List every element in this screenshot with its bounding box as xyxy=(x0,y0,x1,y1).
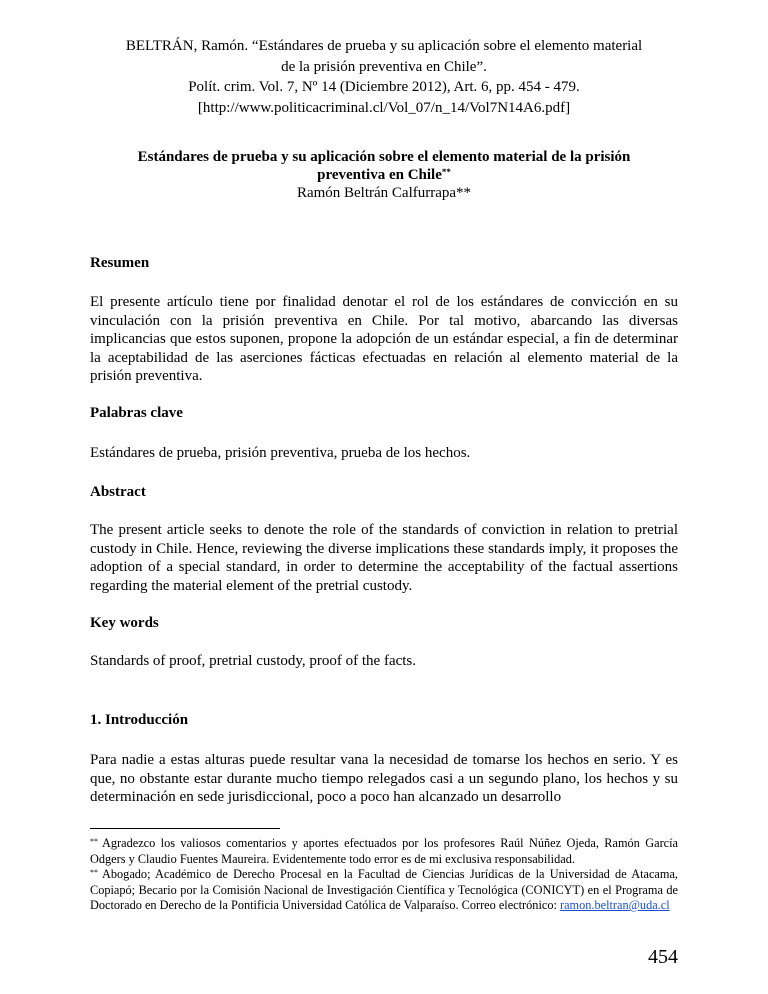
footnote-1 xyxy=(90,836,678,867)
palabras-clave-heading: Palabras clave xyxy=(90,405,183,421)
footnote-2 xyxy=(90,867,678,914)
article-title-block xyxy=(90,148,678,202)
email-link[interactable]: ramon.beltran@uda.cl xyxy=(559,898,670,912)
header-line-3: Polít. crim. Vol. 7, Nº 14 (Diciembre 2012), Art. 6, pp. 454 - 479. xyxy=(188,79,580,95)
footnote-2-text: Abogado; Académico de Derecho Procesal en la Facultad de Ciencias Jurídicas de la Universidad de Atacama, Copiapó; Becario por la Comisión Nacional de Investigación Científica y Tecnológica (CONICYT) en el Programa de Doctorado en Derecho de la Pontificia Universidad Católica de Valparaíso. Correo electrónico: xyxy=(90,867,678,912)
footnote-1-text: Agradezco los valiosos comentarios y aportes efectuados por los profesores Raúl Núñez Ojeda, Ramón García Odgers y Claudio Fuentes Maureira. Evidentemente todo error es de mi exclusiva responsabilidad. xyxy=(90,836,678,866)
introduction-paragraph: Para nadie a estas alturas puede resultar vana la necesidad de tomarse los hechos en serio. Y es que, no obstante estar durante mucho tiempo relegados casi a un segundo plano, los hechos y su determinación en sede jurisdiccional, poco a poco han alcanzado un desarrollo xyxy=(90,752,678,805)
key-words-heading: Key words xyxy=(90,615,159,631)
resumen-text: El presente artículo tiene por finalidad denotar el rol de los estándares de convicción en su vinculación con la prisión preventiva en Chile. Por tal motivo, abarcando las diversas implicancias que estos suponen, propone la adopción de un estándar especial, a fin de determinar la aceptabilidad de las aserciones fácticas efectuadas en relación al elemento material de la prisión preventiva. xyxy=(90,294,678,384)
running-header xyxy=(90,36,678,118)
footnote-2-marker: ** xyxy=(90,868,98,877)
footnotes xyxy=(90,836,678,914)
section-heading-introduccion: 1. Introducción xyxy=(90,712,189,728)
footnote-ref-marker[interactable]: ** xyxy=(441,167,451,177)
resumen-heading: Resumen xyxy=(90,255,150,271)
abstract-heading: Abstract xyxy=(90,484,146,500)
header-line-4: [http://www.politicacriminal.cl/Vol_07/n_14/Vol7N14A6.pdf] xyxy=(197,99,571,116)
abstract-text: The present article seeks to denote the role of the standards of conviction in relation to pretrial custody in Chile. Hence, reviewing the diverse implications these standards imply, it proposes the adoption of a special standard, in order to determine the acceptability of the factual assertions regarding the material element of the pretrial custody. xyxy=(90,522,678,594)
header-line-2: de la prisión preventiva en Chile”. xyxy=(281,58,487,75)
key-words-text: Standards of proof, pretrial custody, proof of the facts. xyxy=(90,653,417,669)
article-title-line-2 xyxy=(90,166,678,184)
footnote-1-marker: ** xyxy=(90,837,98,846)
page-number: 454 xyxy=(648,946,678,968)
footnote-divider xyxy=(90,828,280,829)
article-title-text: preventiva en Chile xyxy=(317,167,442,183)
palabras-clave-text: Estándares de prueba, prisión preventiva, prueba de los hechos. xyxy=(90,445,471,461)
author-name: Ramón Beltrán Calfurrapa** xyxy=(296,185,472,201)
article-title-line-1: Estándares de prueba y su aplicación sobre el elemento material de la prisión xyxy=(137,149,631,165)
header-line-1: BELTRÁN, Ramón. “Estándares de prueba y su aplicación sobre el elemento material xyxy=(125,38,643,54)
